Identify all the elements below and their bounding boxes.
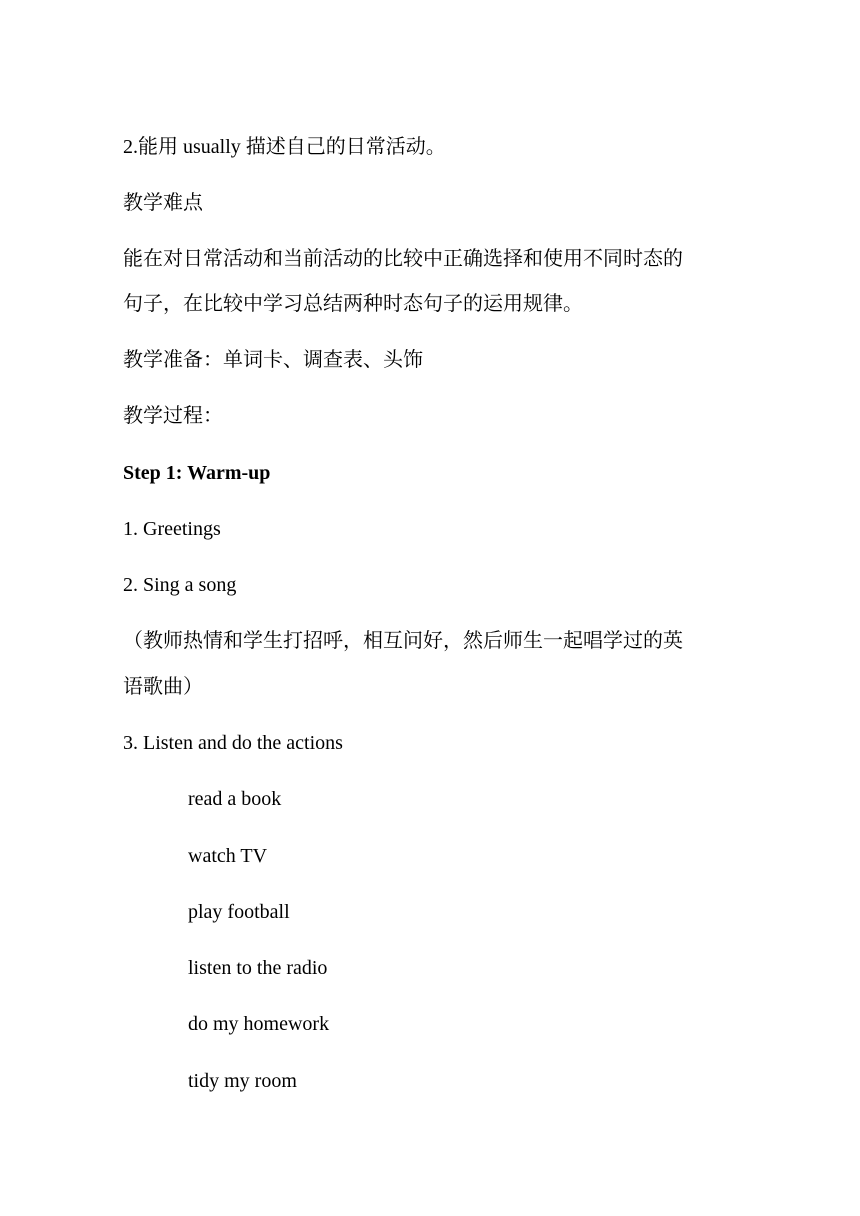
action-item: watch TV xyxy=(188,845,268,867)
step1-item-listen: 3. Listen and do the actions xyxy=(123,732,343,754)
step1-heading: Step 1: Warm-up xyxy=(123,462,271,484)
step1-item-greetings: 1. Greetings xyxy=(123,518,221,540)
objective-2: 2.能用 usually 描述自己的日常活动。 xyxy=(123,136,446,158)
preparation-text: 教学准备：单词卡、调查表、头饰 xyxy=(123,349,423,371)
process-heading: 教学过程： xyxy=(123,405,223,427)
difficulty-heading: 教学难点 xyxy=(123,192,203,214)
action-item: do my homework xyxy=(188,1013,330,1035)
step1-note-line-2: 语歌曲） xyxy=(123,676,203,698)
step1-note-line-1: （教师热情和学生打招呼，相互问好，然后师生一起唱学过的英 xyxy=(123,630,683,652)
action-item: listen to the radio xyxy=(188,957,328,979)
action-item: play football xyxy=(188,901,290,923)
difficulty-text-line-1: 能在对日常活动和当前活动的比较中正确选择和使用不同时态的 xyxy=(123,248,683,270)
action-item: tidy my room xyxy=(188,1070,297,1092)
action-item: read a book xyxy=(188,788,282,810)
step1-item-song: 2. Sing a song xyxy=(123,574,237,596)
difficulty-text-line-2: 句子，在比较中学习总结两种时态句子的运用规律。 xyxy=(123,293,583,315)
